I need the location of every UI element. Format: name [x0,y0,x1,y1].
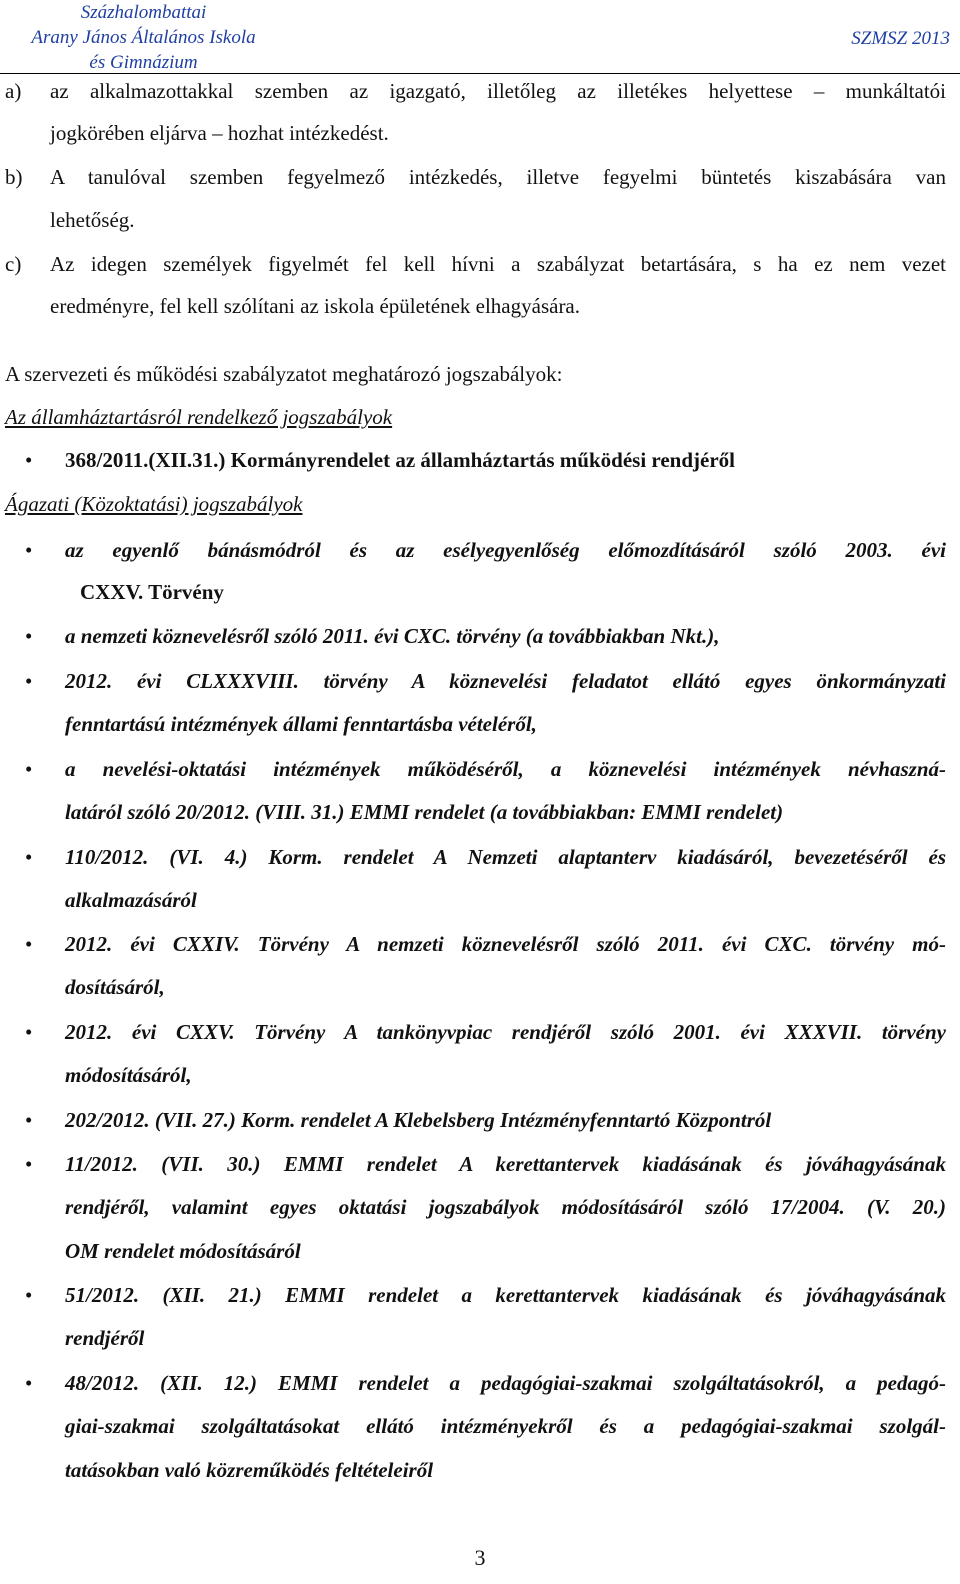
item-b-line2: lehetőség. [50,208,135,232]
law-4-line2: latáról szóló 20/2012. (VIII. 31.) EMMI rendelet (a továbbiakban: EMMI rendelet) [65,800,784,824]
bullet-dot [25,1018,32,1046]
law-4-line1: a nevelési-oktatási intézmények működéséről, a köznevelési intézmények névhaszná- [65,757,946,781]
bullet-dot [25,1369,32,1397]
school-name-line1: Százhalombattai [80,2,207,23]
law-11-line1: 48/2012. (XII. 12.) EMMI rendelet a pedagógiai-szakmai szolgáltatásokról, a pedagó- [65,1371,946,1395]
law-3-line2: fenntartású intézmények állami fenntartásba vételéről, [65,712,537,736]
law-11-line2: giai-szakmai szolgáltatásokat ellátó intézményekről és a pedagógiai-szakmai szolgál- [65,1414,946,1438]
law-7-line1: 2012. évi CXXV. Törvény A tankönyvpiac rendjéről szóló 2001. évi XXXVII. törvény [65,1020,946,1044]
page-number: 3 [474,1545,486,1570]
bullet-dot [25,1150,32,1178]
item-c-line1: Az idegen személyek figyelmét fel kell hívni a szabályzat betartására, s ha ez nem vezet [50,252,946,276]
intro-text: A szervezeti és működési szabályzatot meghatározó jogszabályok: [5,362,563,386]
item-c-marker: c) [5,252,22,276]
law-7-line2: módosításáról, [65,1063,192,1087]
law-1-line1: az egyenlő bánásmódról és az esélyegyenlőség előmozdításáról szóló 2003. évi [65,538,946,562]
law-9-line3: OM rendelet módosításáról [65,1239,301,1263]
law-state-finance: 368/2011.(XII.31.) Kormányrendelet az államháztartás működési rendjéről [65,448,736,472]
school-name-line3: és Gimnázium [89,52,198,73]
item-b-marker: b) [5,165,23,189]
law-10-line2: rendjéről [65,1326,145,1350]
item-b-line1: A tanulóval szemben fegyelmező intézkedés, illetve fegyelmi büntetés kiszabására van [50,165,946,189]
item-a-line2: jogkörében eljárva – hozhat intézkedést. [50,121,389,145]
law-3-line1: 2012. évi CLXXXVIII. törvény A köznevelési feladatot ellátó egyes önkormányzati [65,669,946,693]
law-11-line3: tatásokban való közreműködés feltételeiről [65,1458,434,1482]
heading-sector: Ágazati (Közoktatási) jogszabályok [5,492,303,516]
bullet-dot [25,755,32,783]
bullet-dot [25,843,32,871]
law-9-line2: rendjéről, valamint egyes oktatási jogszabályok módosításáról szóló 17/2004. (V. 20.) [65,1195,946,1219]
document-code: SZMSZ 2013 [851,28,950,49]
bullet-dot [25,930,32,958]
school-name-line2: Arany János Általános Iskola [31,27,256,48]
bullet-dot [25,446,32,474]
law-8-line1: 202/2012. (VII. 27.) Korm. rendelet A Klebelsberg Intézményfenntartó Központról [65,1108,772,1132]
item-c-line2: eredményre, fel kell szólítani az iskola épületének elhagyására. [50,294,581,318]
law-6-line2: dosításáról, [65,975,165,999]
law-2-line1: a nemzeti köznevelésről szóló 2011. évi CXC. törvény (a továbbiakban Nkt.), [65,624,720,648]
bullet-dot [25,622,32,650]
bullet-dot [25,536,32,564]
item-a-line1: az alkalmazottakkal szemben az igazgató, illetőleg az illetékes helyettese – munkáltatói [50,79,946,103]
item-a-marker: a) [5,79,22,103]
school-name [6,0,281,75]
bullet-dot [25,1281,32,1309]
law-5-line2: alkalmazásáról [65,888,197,912]
law-10-line1: 51/2012. (XII. 21.) EMMI rendelet a kerettantervek kiadásának és jóváhagyásának [65,1283,946,1307]
law-1-line2: CXXV. Törvény [80,580,224,604]
header-divider [0,73,960,74]
bullet-dot [25,667,32,695]
law-6-line1: 2012. évi CXXIV. Törvény A nemzeti köznevelésről szóló 2011. évi CXC. törvény mó- [65,932,946,956]
bullet-dot [25,1106,32,1134]
law-5-line1: 110/2012. (VI. 4.) Korm. rendelet A Nemzeti alaptanterv kiadásáról, bevezetéséről és [65,845,946,869]
law-9-line1: 11/2012. (VII. 30.) EMMI rendelet A kerettantervek kiadásának és jóváhagyásának [65,1152,946,1176]
heading-state-finance: Az államháztartásról rendelkező jogszabályok [5,405,393,429]
